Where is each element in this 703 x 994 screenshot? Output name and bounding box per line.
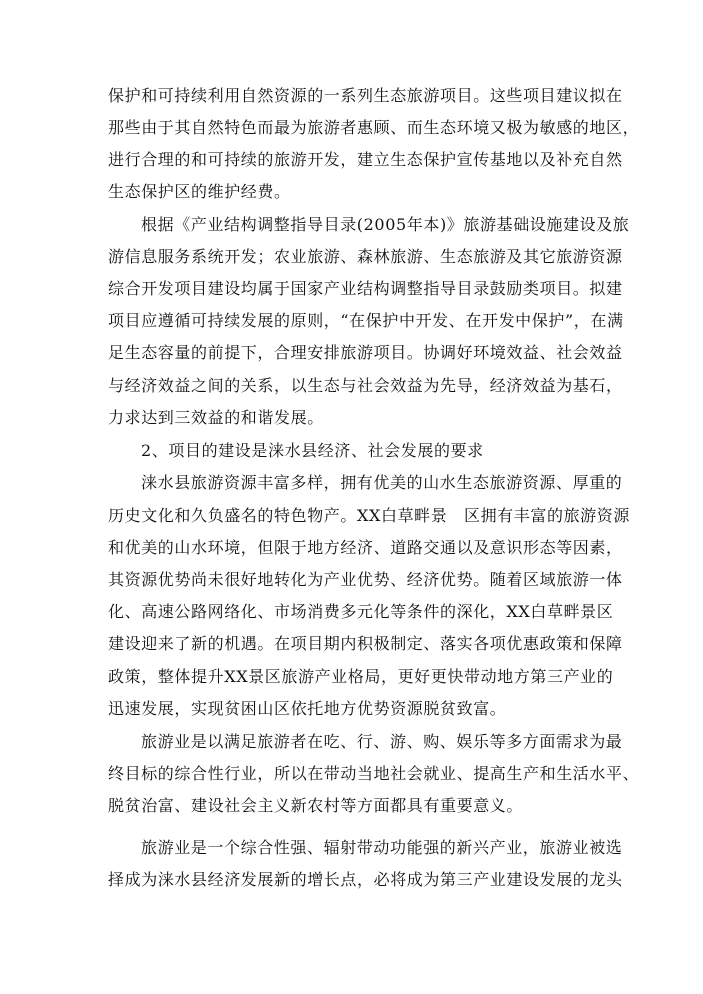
text-line: 建设迎来了新的机遇。在项目期内积极制定、落实各项优惠政策和保障 xyxy=(108,634,623,653)
paragraph-first-line: 旅游业是以满足旅游者在吃、行、游、购、娱乐等多方面需求为最 xyxy=(141,732,623,751)
text-line: 终目标的综合性行业，所以在带动当地社会就业、提高生产和生活水平、 xyxy=(108,764,640,783)
text-line: 与经济效益之间的关系，以生态与社会效益为先导，经济效益为基石， xyxy=(108,376,623,395)
text-line: 保护和可持续利用自然资源的一系列生态旅游项目。这些项目建议拟在 xyxy=(108,86,623,105)
text-line: 游信息服务系统开发；农业旅游、森林旅游、生态旅游及其它旅游资源 xyxy=(108,247,623,266)
text-line: 历史文化和久负盛名的特色物产。XX白草畔景 区拥有丰富的旅游资源 xyxy=(108,506,630,525)
paragraph-first-line: 涞水县旅游资源丰富多样，拥有优美的山水生态旅游资源、厚重的 xyxy=(141,473,623,492)
text-line: 力求达到三效益的和谐发展。 xyxy=(108,408,324,427)
text-line: 化、高速公路网络化、市场消费多元化等条件的深化，XX白草畔景区 xyxy=(108,602,614,621)
text-line: 生态保护区的维护经费。 xyxy=(108,182,291,201)
text-line: 迅速发展，实现贫困山区依托地方优势资源脱贫致富。 xyxy=(108,699,507,718)
text-line: 政策，整体提升XX景区旅游产业格局，更好更快带动地方第三产业的 xyxy=(108,667,614,686)
text-line: 其资源优势尚未很好地转化为产业优势、经济优势。随着区域旅游一体 xyxy=(108,570,623,589)
text-line: 项目应遵循可持续发展的原则，“在保护中开发、在开发中保护”，在满 xyxy=(108,311,624,330)
paragraph-first-line: 根据《产业结构调整指导目录(2005年本)》旅游基础设施建设及旅 xyxy=(141,215,630,234)
text-line: 脱贫治富、建设社会主义新农村等方面都具有重要意义。 xyxy=(108,796,524,815)
text-line: 足生态容量的前提下，合理安排旅游项目。协调好环境效益、社会效益 xyxy=(108,343,623,362)
text-line: 进行合理的和可持续的旅游开发，建立生态保护宣传基地以及补充自然 xyxy=(108,150,623,169)
section-heading: 2、项目的建设是涞水县经济、社会发展的要求 xyxy=(141,441,484,460)
text-line: 和优美的山水环境，但限于地方经济、道路交通以及意识形态等因素， xyxy=(108,538,623,557)
paragraph-first-line: 旅游业是一个综合性强、辐射带动功能强的新兴产业，旅游业被选 xyxy=(141,838,623,857)
text-line: 择成为涞水县经济发展新的增长点，必将成为第三产业建设发展的龙头 xyxy=(108,870,623,889)
text-line: 那些由于其自然特色而最为旅游者惠顾、而生态环境又极为敏感的地区， xyxy=(108,118,640,137)
text-line: 综合开发项目建设均属于国家产业结构调整指导目录鼓励类项目。拟建 xyxy=(108,279,623,298)
